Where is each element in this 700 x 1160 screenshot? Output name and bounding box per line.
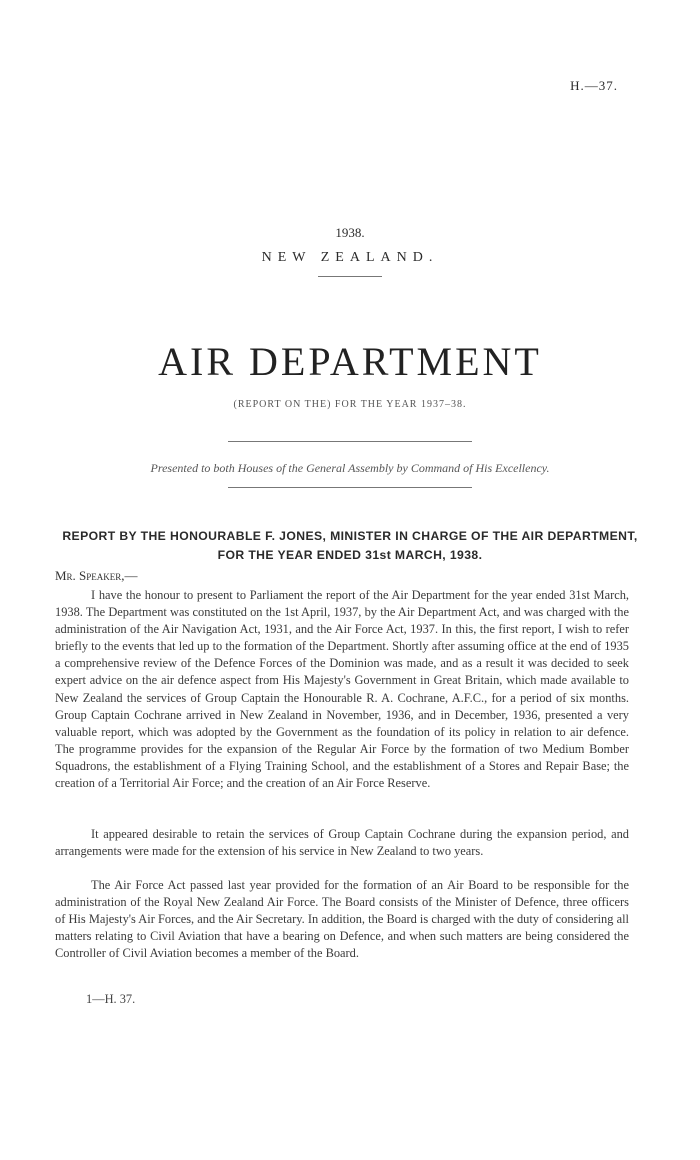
paragraph-text: I have the honour to present to Parliament the report of the Air Department for the year ended 31st March, 1938. The Department was constituted on the 1st April, 1937, by the Air Department Act, and was charged with the administration of the Air Navigation Act, 1931, and the Air Force Act, 1937. In this, the first report, I wish to refer briefly to the events that led up to the formation of the Department. Shortly after assuming office at the end of 1935 a comprehensive review of the Defence Forces of the Dominion was made, and as a result it was decided to seek expert advice on the air defence aspect from His Majesty's Government in Great Britain, which made available to New Zealand the services of Group Captain the Honourable R. A. Cochrane, A.F.C., for a period of six months. Group Captain Cochrane arrived in New Zealand in November, 1936, and in December, 1936, presented a very valuable report, which was adopted by the Government as the foundation of its policy in relation to air defence. The programme provides for the expansion of the Regular Air Force by the formation of two Medium Bomber Squadrons, the establishment of a Flying Training School, and the establishment of a Stores and Repair Base; the creation of a Territorial Air Force; and the creation of an Air Force Reserve. — [55, 588, 629, 791]
divider — [318, 276, 382, 277]
body-paragraph — [55, 877, 629, 962]
presented-line: Presented to both Houses of the General Assembly by Command of His Excellency. — [150, 461, 550, 475]
body-paragraph — [55, 587, 629, 792]
salutation: Mr. Speaker,— — [55, 568, 138, 583]
footer-reference: 1—H. 37. — [86, 992, 136, 1006]
document-title: AIR DEPARTMENT — [158, 339, 542, 384]
paragraph-text: The Air Force Act passed last year provided for the formation of an Air Board to be responsible for the administration of the Royal New Zealand Air Force. The Board consists of the Minister of Defence, three officers of His Majesty's Air Forces, and the Air Secretary. In addition, the Board is charged with the duty of considering all matters relating to Civil Aviation that have a bearing on Defence, and when such matters are being considered the Controller of Civil Aviation becomes a member of the Board. — [55, 878, 629, 961]
report-heading: REPORT BY THE HONOURABLE F. JONES, MINISTER IN CHARGE OF THE AIR DEPARTMENT, FOR THE YEAR ENDED 31st MARCH, 1938. — [62, 529, 638, 562]
paragraph-text: It appeared desirable to retain the services of Group Captain Cochrane during the expansion period, and arrangements were made for the extension of his service in New Zealand to two years. — [55, 827, 629, 859]
divider — [228, 487, 472, 488]
country-heading: NEW ZEALAND. — [261, 250, 439, 265]
divider — [228, 441, 472, 442]
page-reference: H.—37. — [570, 78, 618, 93]
publication-year: 1938. — [335, 225, 365, 240]
body-paragraph — [55, 826, 629, 860]
document-subtitle: (REPORT ON THE) FOR THE YEAR 1937–38. — [233, 399, 467, 410]
